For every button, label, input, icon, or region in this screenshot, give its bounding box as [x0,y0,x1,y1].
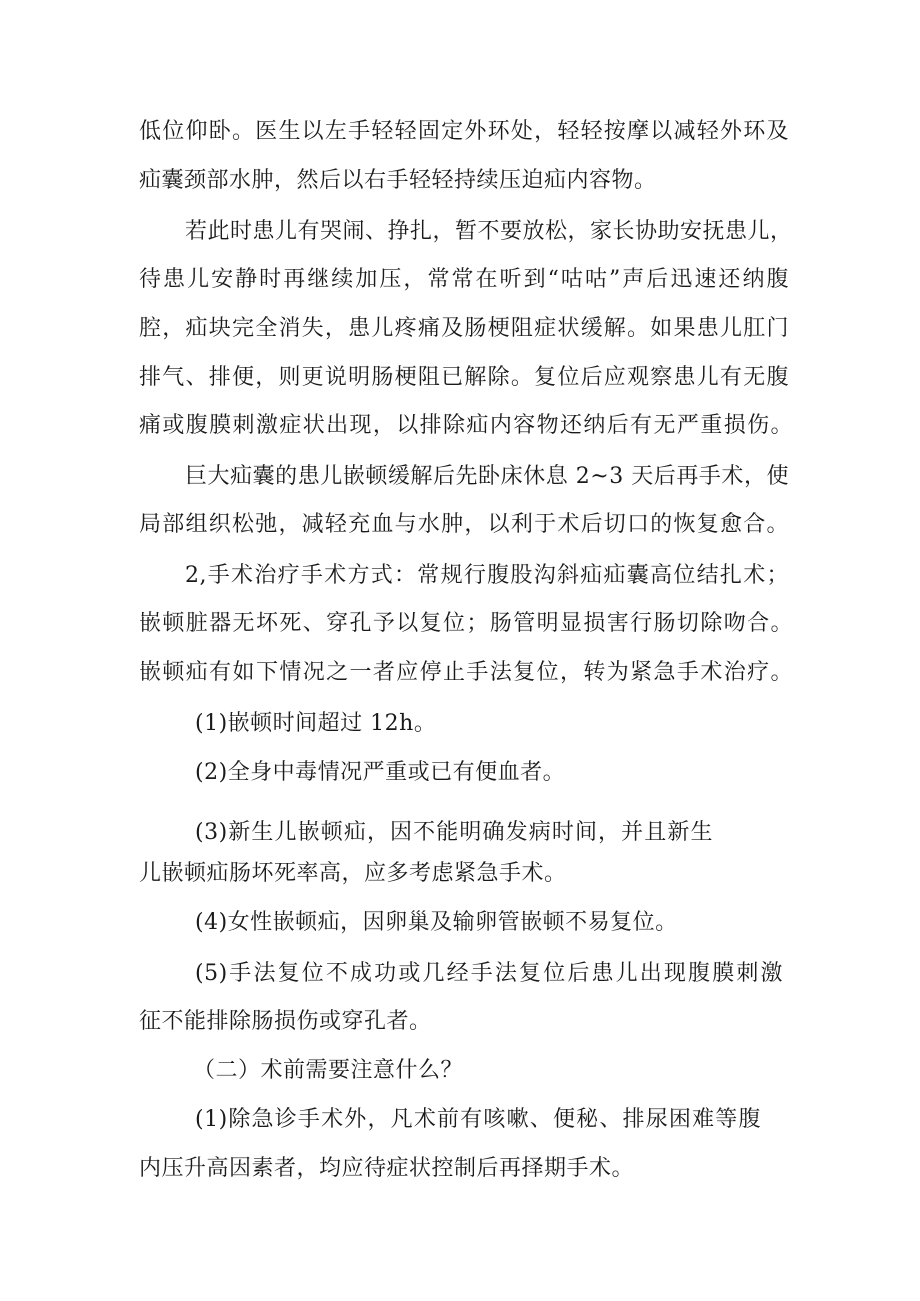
text-line: 低位仰卧。医生以左手轻轻固定外环处，轻轻按摩以减轻外环及 [139,119,789,144]
text-line: 痛或腹膜刺激症状出现，以排除疝内容物还纳后有无严重损伤。 [139,413,793,438]
text-line: 腔，疝块完全消失，患儿疼痛及肠梗阻症状缓解。如果患儿肛门 [139,316,789,341]
text-line: 排气、排便，则更说明肠梗阻已解除。复位后应观察患儿有无腹 [139,365,789,390]
text-line: 嵌顿疝有如下情况之一者应停止手法复位，转为紧急手术治疗。 [139,660,793,685]
text-line: 待患儿安静时再继续加压，常常在听到“咕咕”声后迅速还纳腹 [139,267,789,292]
list-item: (1)除急诊手术外，凡术前有咳嗽、便秘、排尿困难等腹 [195,1107,761,1132]
text-line: 若此时患儿有哭闹、挣扎，暂不要放松，家长协助安抚患儿， [185,219,793,244]
text-line: 巨大疝囊的患儿嵌顿缓解后先卧床休息 2~3 天后再手术，使 [185,464,789,489]
text-line: 内压升高因素者，均应待症状控制后再择期手术。 [139,1156,635,1181]
text-line: 疝囊颈部水肿，然后以右手轻轻持续压迫疝内容物。 [139,168,657,193]
text-line: 局部组织松弛，减轻充血与水肿，以利于术后切口的恢复愈合。 [139,512,789,537]
list-item: (1)嵌顿时间超过 12h。 [195,711,437,736]
section-heading: （二）术前需要注意什么？ [193,1058,464,1083]
list-item: (3)新生儿嵌顿疝，因不能明确发病时间，并且新生 [195,820,713,845]
list-item: (2)全身中毒情况严重或已有便血者。 [195,760,566,785]
list-item: (5)手法复位不成功或几经手法复位后患儿出现腹膜刺激 [195,961,783,986]
text-line: 征不能排除肠损伤或穿孔者。 [139,1009,432,1034]
text-line: 儿嵌顿疝肠坏死率高，应多考虑紧急手术。 [139,861,567,886]
text-line: 2,手术治疗手术方式：常规行腹股沟斜疝疝囊高位结扎术； [185,563,789,588]
list-item: (4)女性嵌顿疝，因卵巢及输卵管嵌顿不易复位。 [195,910,678,935]
text-line: 嵌顿脏器无坏死、穿孔予以复位；肠管明显损害行肠切除吻合。 [139,611,793,636]
